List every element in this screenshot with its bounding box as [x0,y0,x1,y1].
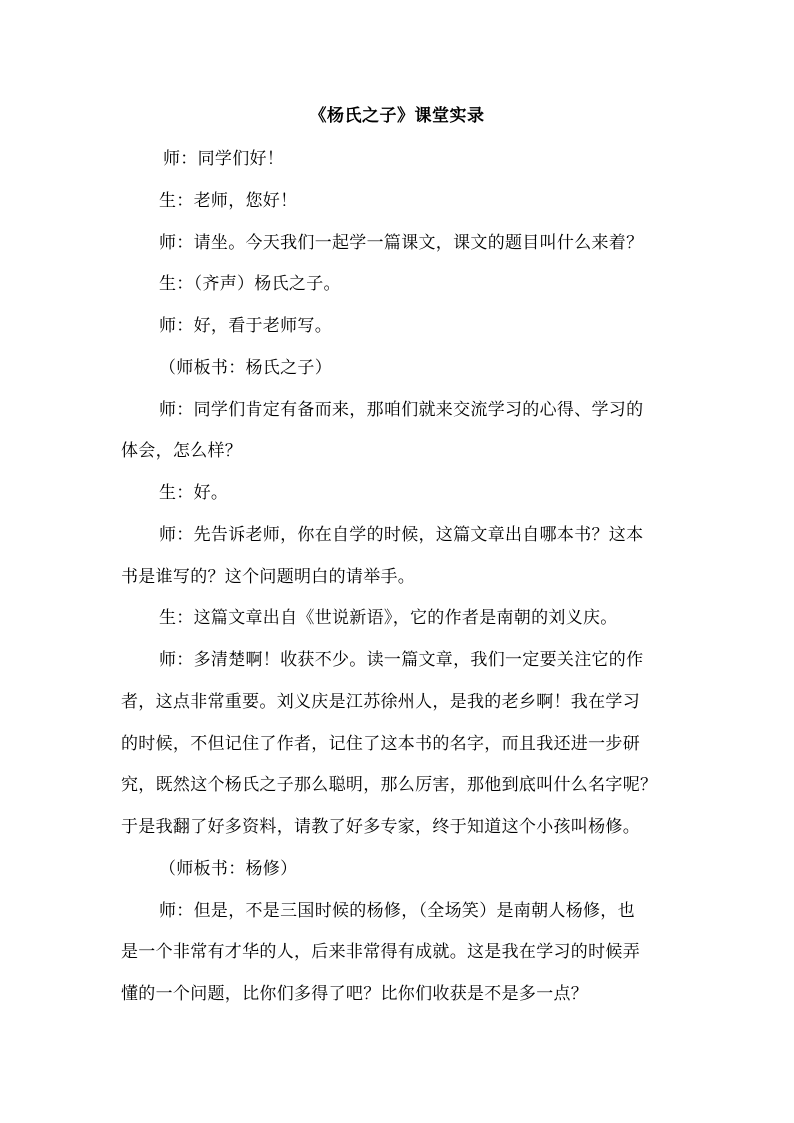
text-line-21: 懂的一个问题，比你们多得了吧？比你们收获是不是多一点？ [121,984,589,1004]
text-line-9: 生：好。 [159,483,229,503]
text-line-4: 生：（齐声）杨氏之子。 [159,274,341,294]
text-line-18: （师板书：杨修） [159,859,298,879]
text-line-12: 生：这篇文章出自《世说新语》，它的作者是南朝的刘义庆。 [159,608,618,628]
text-line-8: 体会，怎么样？ [121,441,243,461]
text-line-7: 师：同学们肯定有备而来，那咱们就来交流学习的心得、学习的 [159,400,644,420]
text-line-6: （师板书：杨氏之子） [159,358,332,378]
text-line-13: 师：多清楚啊！收获不少。读一篇文章，我们一定要关注它的作 [159,650,644,670]
text-line-17: 于是我翻了好多资料，请教了好多专家，终于知道这个小孩叫杨修。 [121,817,640,837]
text-line-1: 师：同学们好！ [163,149,285,169]
text-line-16: 究，既然这个杨氏之子那么聪明，那么厉害，那他到底叫什么名字呢？ [121,775,658,795]
text-line-19: 师：但是，不是三国时候的杨修，（全场笑）是南朝人杨修，也 [159,901,635,921]
text-line-11: 书是谁写的？这个问题明白的请举手。 [121,567,416,587]
text-line-2: 生：老师，您好！ [159,191,298,211]
text-line-10: 师：先告诉老师，你在自学的时候，这篇文章出自哪本书？这本 [159,525,644,545]
text-line-5: 师：好，看于老师写。 [159,316,332,336]
document-title: 《杨氏之子》课堂实录 [309,106,485,126]
text-line-14: 者，这点非常重要。刘义庆是江苏徐州人，是我的老乡啊！我在学习 [121,692,640,712]
text-line-3: 师：请坐。今天我们一起学一篇课文，课文的题目叫什么来着？ [159,233,644,253]
text-line-20: 是一个非常有才华的人，后来非常得有成就。这是我在学习的时候弄 [121,942,640,962]
text-line-15: 的时候，不但记住了作者，记住了这本书的名字，而且我还进一步研 [121,734,640,754]
